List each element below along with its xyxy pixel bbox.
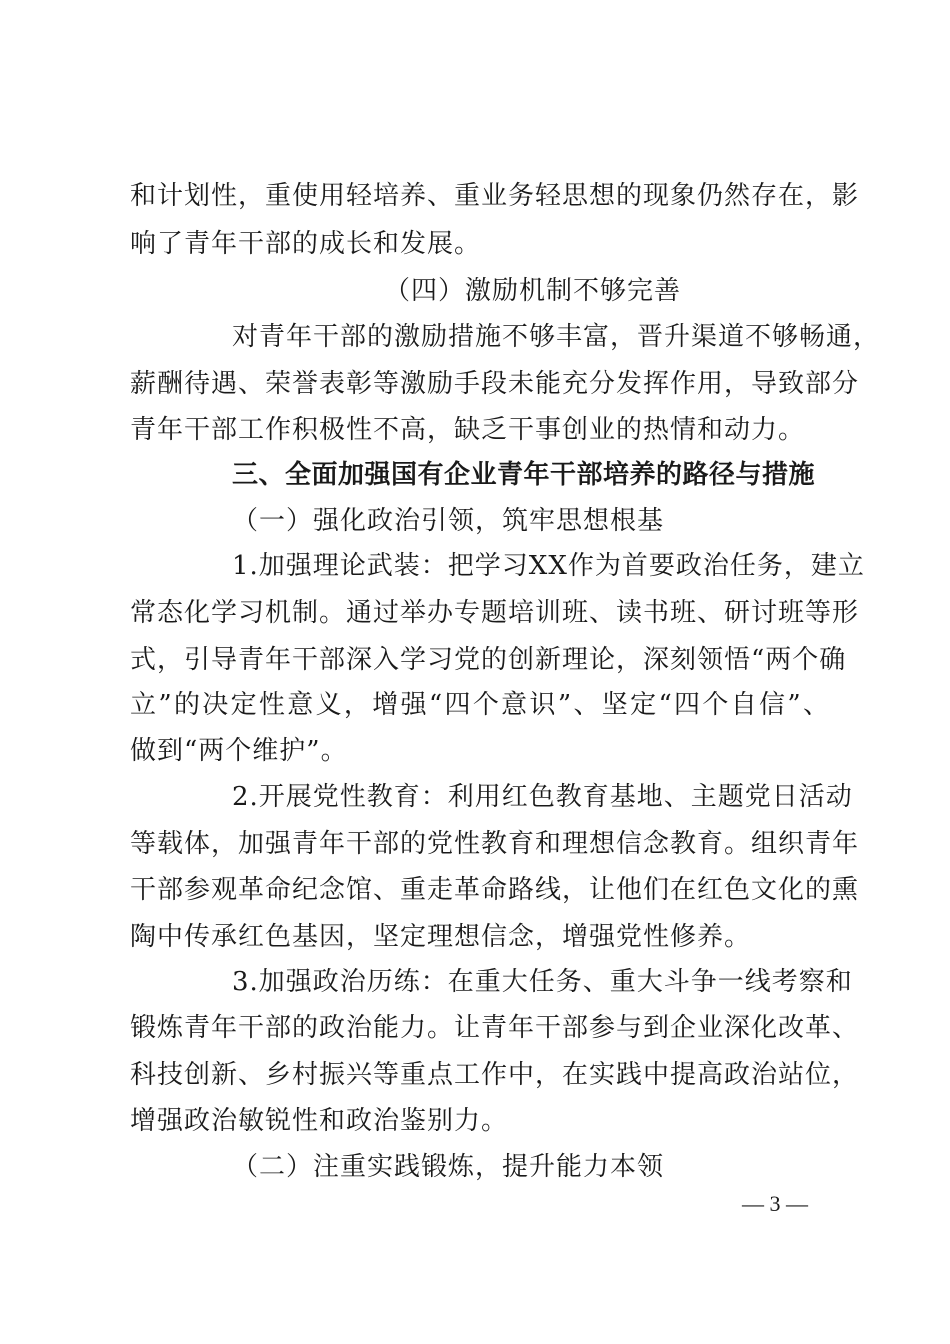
section-heading-4: （四）激励机制不够完善 <box>384 276 682 306</box>
item-line: 1.加强理论武装：把学习XX作为首要政治任务，建立 <box>232 551 865 581</box>
paragraph-line: 青年干部工作积极性不高，缺乏干事创业的热情和动力。 <box>130 415 806 445</box>
item-line: 锻炼青年干部的政治能力。让青年干部参与到企业深化改革、 <box>130 1013 860 1043</box>
item-line: 陶中传承红色基因，坚定理想信念，增强党性修养。 <box>130 922 752 952</box>
page-number: — 3 — <box>742 1191 808 1216</box>
item-line: 做到“两个维护”。 <box>130 736 348 766</box>
paragraph-line: 响了青年干部的成长和发展。 <box>130 229 482 259</box>
item-line: 立”的决定性意义，增强“四个意识”、坚定“四个自信”、 <box>130 690 830 720</box>
item-line: 干部参观革命纪念馆、重走革命路线，让他们在红色文化的熏 <box>130 875 860 905</box>
item-line: 增强政治敏锐性和政治鉴别力。 <box>130 1106 509 1136</box>
item-line: 式，引导青年干部深入学习党的创新理论，深刻领悟“两个确 <box>130 645 847 675</box>
subsection-heading-1: （一）强化政治引领，筑牢思想根基 <box>232 506 665 536</box>
item-line: 3.加强政治历练：在重大任务、重大斗争一线考察和 <box>232 967 853 997</box>
paragraph-line: 对青年干部的激励措施不够丰富，晋升渠道不够畅通， <box>232 322 881 352</box>
paragraph-line: 和计划性，重使用轻培养、重业务轻思想的现象仍然存在，影 <box>130 181 860 211</box>
item-line: 等载体，加强青年干部的党性教育和理想信念教育。组织青年 <box>130 829 860 859</box>
item-line: 2.开展党性教育：利用红色教育基地、主题党日活动 <box>232 782 853 812</box>
item-line: 常态化学习机制。通过举办专题培训班、读书班、研讨班等形 <box>130 598 860 628</box>
paragraph-line: 薪酬待遇、荣誉表彰等激励手段未能充分发挥作用，导致部分 <box>130 369 860 399</box>
item-line: 科技创新、乡村振兴等重点工作中，在实践中提高政治站位， <box>130 1060 860 1090</box>
subsection-heading-2: （二）注重实践锻炼，提升能力本领 <box>232 1152 665 1182</box>
chapter-heading: 三、全面加强国有企业青年干部培养的路径与措施 <box>232 460 816 490</box>
